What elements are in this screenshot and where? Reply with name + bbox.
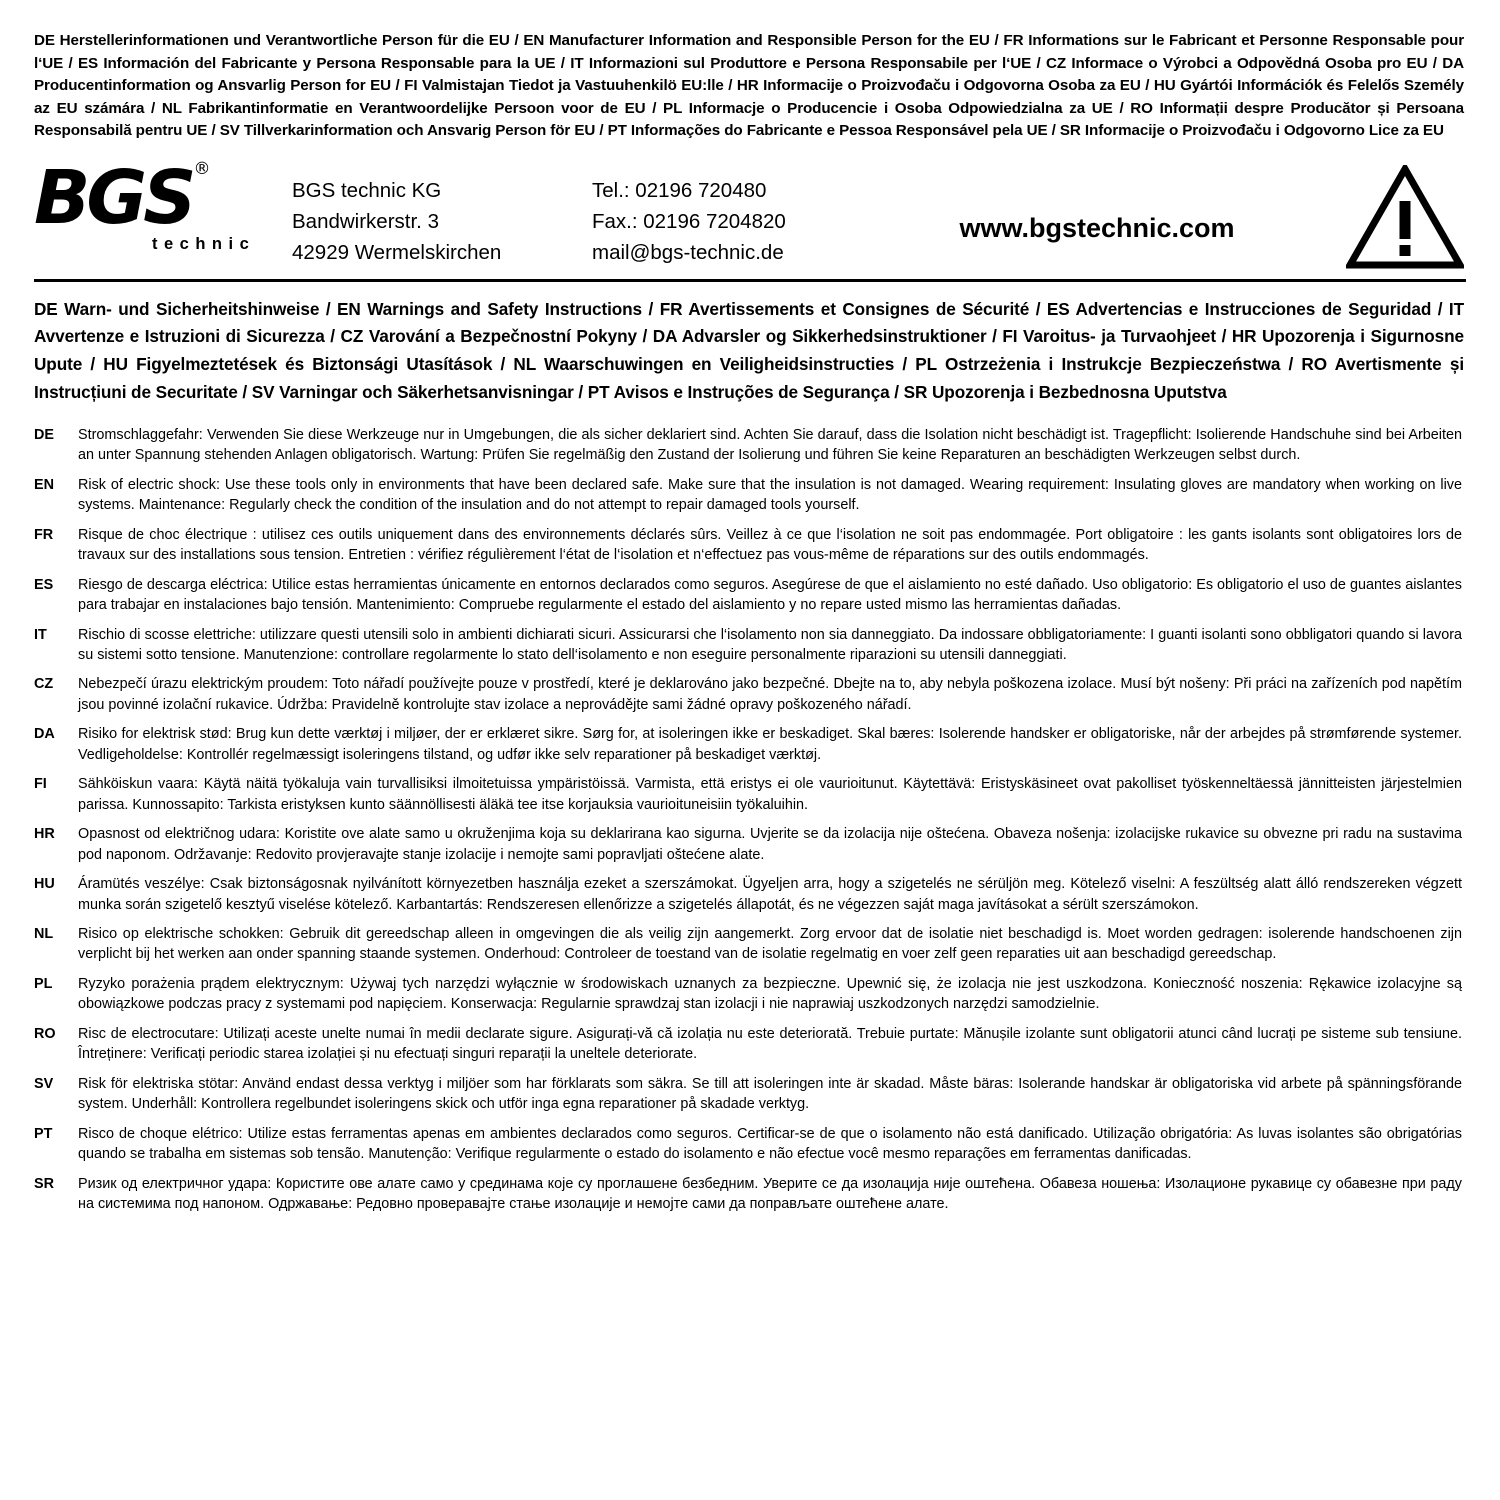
company-contact xyxy=(592,161,872,268)
multilingual-header-title: DE Herstellerinformationen und Verantwortliche Person für die EU / EN Manufacturer Information and Responsible Person for the EU / FR Informations sur le Fabricant et Personne Responsable pour l‘UE / ES Información del Fabricante y Persona Responsable para la UE / IT Informazioni sul Produttore e Persona Responsabile per l‘UE / CZ Informace o Výrobci a Odpovědná Osoba pro EU / DA Producentinformation og Ansvarlig Person for EU / FI Valmistajan Tiedot ja Vastuuhenkilö EU:lle / HR Informacije o Proizvođaču i Odgovorna Osoba za EU / HU Gyártói Információk és Felelős Személy az EU számára / NL Fabrikantinformatie en Verantwoordelijke Persoon voor de EU / PL Informacje o Producencie i Osoba Odpowiedzialna za UE / RO Informații despre Producător și Persoana Responsabilă pentru UE / SV Tillverkarinformation och Ansvarig Person för EU / PT Informações do Fabricante e Pessoa Responsável pela UE / SR Informacije o Proizvođaču i Odgovorno Lice za EU xyxy=(34,32,1464,139)
list-item xyxy=(34,924,1466,965)
logo-subtitle: technic xyxy=(152,234,256,253)
registered-trademark-icon: ® xyxy=(193,158,211,179)
list-item xyxy=(34,674,1466,715)
header-divider xyxy=(34,279,1466,282)
instructions-list xyxy=(34,425,1466,1215)
language-code: FR xyxy=(34,526,54,543)
language-code: IT xyxy=(34,626,47,643)
language-text: Riesgo de descarga eléctrica: Utilice estas herramientas únicamente en entornos declarados como seguros. Asegúrese de que el aislamiento no esté dañado. Uso obligatorio: Es obligatorio el uso de guantes aislantes para trabajar en instalaciones bajo tensión. Mantenimiento: Compruebe regularmente el estado del aislamiento y no repare usted mismo las herramientas dañadas. xyxy=(78,576,1462,614)
list-item xyxy=(34,874,1466,915)
language-text: Ryzyko porażenia prądem elektrycznym: Używaj tych narzędzi wyłącznie w środowiskach uznanych za bezpieczne. Upewnić się, że izolacja nie jest uszkodzona. Konieczność noszenia: Rękawice izolacyjne są obowiązkowe podczas pracy z systemami pod napięciem. Konserwacja: Regularnie sprawdzaj stan izolacji i nie naprawiaj uszkodzonych narzędzi samodzielnie. xyxy=(78,975,1462,1013)
language-text: Opasnost od električnog udara: Koristite ove alate samo u okruženjima koja su deklarirana kao sigurna. Uvjerite se da izolacija nije oštećena. Obaveza nošenja: izolacijske rukavice su obvezne pri radu na sustavima pod naponom. Održavanje: Redovito provjeravajte stanje izolacije i nemojte sami popravljati oštećene alate. xyxy=(78,826,1462,863)
company-info-block xyxy=(34,154,1466,273)
language-text: Ризик од електричног удара: Користите ове алате само у срединама које су проглашене безбедним. Уверите се да изолација није оштећена. Обавеза ношења: Изолационе рукавице су обавезне при раду на системима под напоном. Одржавање: Редовно проверавајте стање изолације и немојте сами да поправљате оштећене алате. xyxy=(78,1175,1462,1212)
language-text: Risque de choc électrique : utilisez ces outils uniquement dans des environnements déclarés sûrs. Veillez à ce que l‘isolation ne soit pas endommagée. Port obligatoire : les gants isolants sont obligatoires lors de travaux sur des installations sous tension. Entretien : vérifiez régulièrement l‘état de l‘isolation et n‘effectuez pas vous-même de réparations sur des outils endommagés. xyxy=(78,526,1462,564)
language-code: EN xyxy=(34,476,54,493)
language-text: Risco de choque elétrico: Utilize estas ferramentas apenas em ambientes declarados como seguros. Certificar-se de que o isolamento não está danificado. Utilização obrigatória: As luvas isolantes são obrigatórias quando se trabalha em sistemas sob tensão. Manutenção: Verifique regularmente o estado do isolamento e não efectue você mesmo reparações em ferramentas danificadas. xyxy=(78,1125,1462,1163)
company-name: BGS technic KG xyxy=(292,178,442,202)
language-code: DE xyxy=(34,426,54,443)
list-item xyxy=(34,525,1466,566)
language-code: CZ xyxy=(34,676,54,693)
language-code: RO xyxy=(34,1025,56,1042)
language-text: Risiko for elektrisk stød: Brug kun dette værktøj i miljøer, der er erklæret sikre. Sørg for, at isoleringen ikke er beskadiget. Skal bæres: Isolerende handsker er obligatoriske, når der arbejdes på strømførende systemer. Vedligeholdelse: Kontrollér regelmæssigt isoleringens tilstand, og udfør ikke selv reparationer på beskadiget værktøj. xyxy=(78,726,1462,763)
language-code: FI xyxy=(34,776,47,793)
warning-triangle-icon xyxy=(1346,161,1466,274)
section-heading: DE Warn- und Sicherheitshinweise / EN Warnings and Safety Instructions / FR Avertissements et Consignes de Sécurité / ES Advertencias e Instrucciones de Seguridad / IT Avvertenze e Istruzioni di Sicurezza / CZ Varování a Bezpečnostní Pokyny / DA Advarsler og Sikkerhedsinstruktioner / FI Varoitus- ja Turvaohjeet / HR Upozorenja i Sigurnosne Upute / HU Figyelmeztetések és Biztonsági Utasítások / NL Waarschuwingen en Veiligheidsinstructies / PL Ostrzeżenia i Instrukcje Bezpieczeństwa / RO Avertismente și Instrucțiuni de Securitate / SV Varningar och Säkerhetsanvisningar / PT Avisos e Instruções de Segurança / SR Upozorenja i Bezbednosna Uputstva xyxy=(34,298,1464,403)
language-text: Sähköiskun vaara: Käytä näitä työkaluja vain turvallisiksi ilmoitetuissa ympäristöissä. Varmista, että eristys ei ole vaurioitunut. Käytettävä: Eristyskäsineet ovat pakolliset työskenneltäessä jännitteisten järjestelmien parissa. Kunnossapito: Tarkista eristyksen kunto säännöllisesti äläkä tee itse korjauksia vaurioituneisiin työkaluihin. xyxy=(78,776,1462,813)
language-code: ES xyxy=(34,576,54,593)
company-city: 42929 Wermelskirchen xyxy=(292,240,502,264)
language-text: Stromschlaggefahr: Verwenden Sie diese Werkzeuge nur in Umgebungen, die als sicher deklariert sind. Achten Sie darauf, dass die Isolation nicht beschädigt ist. Tragepflicht: Isolierende Handschuhe sind bei Arbeiten an unter Spannung stehenden Anlagen obligatorisch. Wartung: Prüfen Sie regelmäßig den Zustand der Isolierung und führen Sie keine Reparaturen an beschädigten Werkzeugen selbst durch. xyxy=(78,426,1462,464)
company-email[interactable]: mail@bgs-technic.de xyxy=(592,240,784,264)
language-code: HR xyxy=(34,826,55,843)
bgs-logo xyxy=(34,154,292,254)
list-item xyxy=(34,425,1466,466)
language-code: HU xyxy=(34,876,55,893)
logo-wordmark xyxy=(34,154,211,241)
language-text: Risc de electrocutare: Utilizați aceste unelte numai în medii declarate sigure. Asigurați-vă că izolația nu este deteriorată. Trebuie purtate: Mănușile izolante sunt obligatorii atunci când lucrați pe sisteme sub tensiune. Întreținere: Verificați periodic starea izolației și nu efectuați singuri reparații la uneltele deteriorate. xyxy=(78,1025,1462,1063)
company-street: Bandwirkerstr. 3 xyxy=(292,209,439,233)
list-item xyxy=(34,974,1466,1015)
language-code: SV xyxy=(34,1075,54,1092)
language-text: Risico op elektrische schokken: Gebruik dit gereedschap alleen in omgevingen die als veilig zijn aangemerkt. Zorg ervoor dat de isolatie niet beschadigd is. Moet worden gedragen: isolerende handschoenen zijn verplicht bij het werken aan onder spanning staande systemen. Onderhoud: Controleer de toestand van de isolatie regelmatig en voer zelf geen reparaties uit aan beschadigd gereedschap. xyxy=(78,926,1462,963)
list-item xyxy=(34,1174,1466,1215)
language-text: Risk för elektriska stötar: Använd endast dessa verktyg i miljöer som har förklarats som säkra. Se till att isoleringen inte är skadad. Måste bäras: Isolerande handskar är obligatoriska vid arbete på spänningsförande system. Underhåll: Kontrollera regelbundet isoleringens skick och utför inga egna reparationer på skadade verktyg. xyxy=(78,1075,1462,1113)
list-item xyxy=(34,1124,1466,1165)
list-item xyxy=(34,774,1466,815)
list-item xyxy=(34,1024,1466,1065)
language-text: Rischio di scosse elettriche: utilizzare questi utensili solo in ambienti dichiarati sicuri. Assicurarsi che l‘isolamento non sia danneggiato. Da indossare obbligatoriamente: I guanti isolanti sono obbligatori quando si lavora su sistemi sotto tensione. Manutenzione: controllare regolarmente lo stato dell‘isolamento e non eseguire personalmente riparazioni su utensili danneggiati. xyxy=(78,626,1462,664)
logo-wordmark-text: BGS xyxy=(34,154,193,241)
company-tel: Tel.: 02196 720480 xyxy=(592,178,767,202)
language-code: PL xyxy=(34,975,53,992)
language-text: Áramütés veszélye: Csak biztonságosnak nyilvánított környezetben használja ezeket a szerszámokat. Ügyeljen arra, hogy a szigetelés ne sérüljön meg. Kötelező viselni: A feszültség alatt álló rendszereken végzett munka során szigetelő kesztyű viselése kötelező. Karbantartás: Rendszeresen ellenőrizze a szigetelés állapotát, és ne végezzen saját maga javításokat a sérült szerszámokon. xyxy=(78,876,1462,913)
company-address xyxy=(292,161,592,268)
list-item xyxy=(34,625,1466,666)
list-item xyxy=(34,1074,1466,1115)
language-code: PT xyxy=(34,1125,53,1142)
language-code: DA xyxy=(34,726,55,743)
company-website[interactable]: www.bgstechnic.com xyxy=(959,212,1235,243)
list-item xyxy=(34,724,1466,765)
company-fax: Fax.: 02196 7204820 xyxy=(592,209,786,233)
list-item xyxy=(34,824,1466,865)
language-text: Nebezpečí úrazu elektrickým proudem: Toto nářadí používejte pouze v prostředí, které je deklarováno jako bezpečné. Dbejte na to, aby nebyla poškozena izolace. Musí být nošeny: Při práci na zařízeních pod napětím jsou povinné izolační rukavice. Údržba: Pravidelně kontrolujte stav izolace a neprovádějte sami žádné opravy poškozeného nářadí. xyxy=(78,676,1462,713)
list-item xyxy=(34,475,1466,516)
list-item xyxy=(34,575,1466,616)
language-text: Risk of electric shock: Use these tools only in environments that have been declared safe. Make sure that the insulation is not damaged. Wearing requirement: Insulating gloves are mandatory when working on live systems. Maintenance: Regularly check the condition of the insulation and do not attempt to repair damaged tools yourself. xyxy=(78,476,1462,514)
language-code: NL xyxy=(34,926,54,942)
language-code: SR xyxy=(34,1175,54,1192)
